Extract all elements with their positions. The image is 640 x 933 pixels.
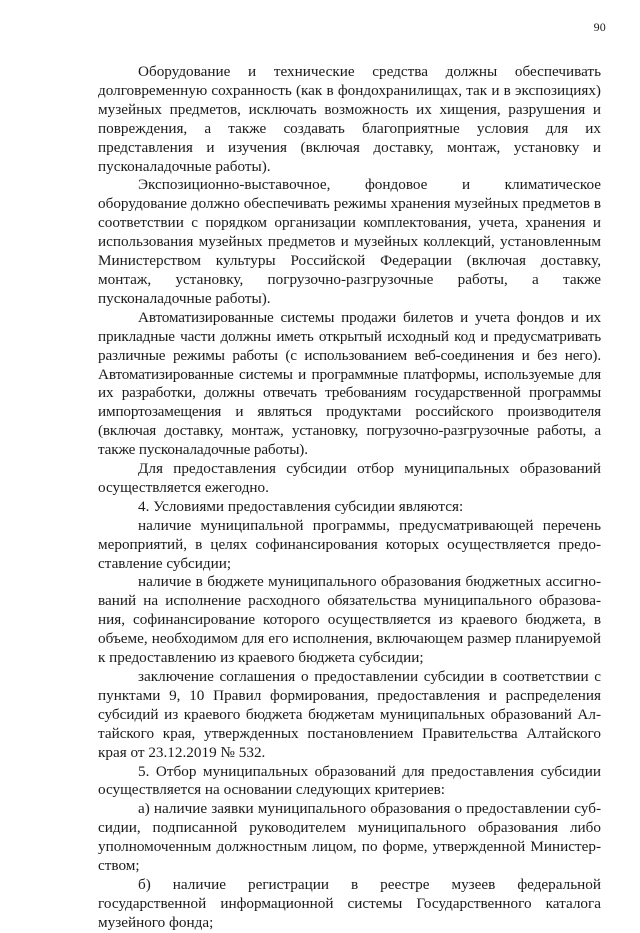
paragraph-annual-selection: Для предоставления субсидии отбор муниципальных образований осуществляется ежегодно. — [98, 460, 601, 496]
paragraph-selection-criteria: 5. Отбор муниципальных образований для предоставления субсидии осуществляется на основании следующих критериев: — [98, 762, 601, 799]
paragraph-conditions-heading: 4. Условиями предоставления субсидии являются: — [138, 497, 464, 515]
paragraph-condition-program: наличие муниципальной программы, предусматривающей перечень мероприятий, в целях софинансирования которых осуществляется предоставление субсидии; — [98, 516, 601, 572]
document-body — [98, 63, 601, 933]
page-number: 90 — [593, 20, 606, 34]
paragraph-automated-systems: Автоматизированные системы продажи билетов и учета фондов и их прикладные части должны иметь открытый исходный код и предусматривать различные режимы работы (с использованием веб-соединения и без него). Автоматизированные системы и программные платформы, используемые для их разработки, должны отвечать требованиям государственной программы импортозамещения и являться продуктами российского производителя (включая доставку, монтаж, установку, погрузочно-разгрузочные работы, а также пусконаладочные работы). — [98, 308, 601, 459]
paragraph-equipment: Оборудование и технические средства должны обеспечивать долговременную сохранность (как в фондохранилищах, так и в экспозициях) музейных предметов, исключать возможность их хищения, разрушения и повреждения, а также создавать благоприятные условия для их представления и изучения (включая доставку, монтаж, установку и пусконаладочные работы). — [98, 63, 601, 175]
paragraph-condition-agreement: заключение соглашения о предоставлении субсидии в соответствии с пунктами 9, 10 Правил формирования, предоставления и распределения субсидий из краевого бюджета бюджетам муниципальных образований Алтайского края, утвержденных постановлением Правительства Алтайского края от 23.12.2019 № 532. — [98, 668, 601, 761]
paragraph-exhibition-equipment: Экспозиционно-выставочное, фондовое и климатическое оборудование должно обеспечивать режимы хранения музейных предметов в соответствии с порядком организации комплектования, учета, хранения и использования музейных предметов и музейных коллекций, установленным Министерством культуры Российской Федерации (включая доставку, монтаж, установку, погрузочно-разгрузочные работы, а также пусконаладочные работы). — [98, 176, 601, 307]
paragraph-criterion-b: б) наличие регистрации в реестре музеев федеральной государственной информационной системы Государственного каталога музейного фонда; — [98, 875, 601, 931]
paragraph-criterion-a: а) наличие заявки муниципального образования о предоставлении субсидии, подписанной руководителем муниципального образования либо уполномоченным должностным лицом, по форме, утвержденной Министерством; — [98, 800, 601, 875]
paragraph-condition-budget: наличие в бюджете муниципального образования бюджетных ассигнований на исполнение расходного обязательства муниципального образования, софинансирование которого осуществляется из краевого бюджета, в объеме, необходимом для его исполнения, включающем размер планируемой к предоставлению из краевого бюджета субсидии; — [98, 573, 601, 667]
